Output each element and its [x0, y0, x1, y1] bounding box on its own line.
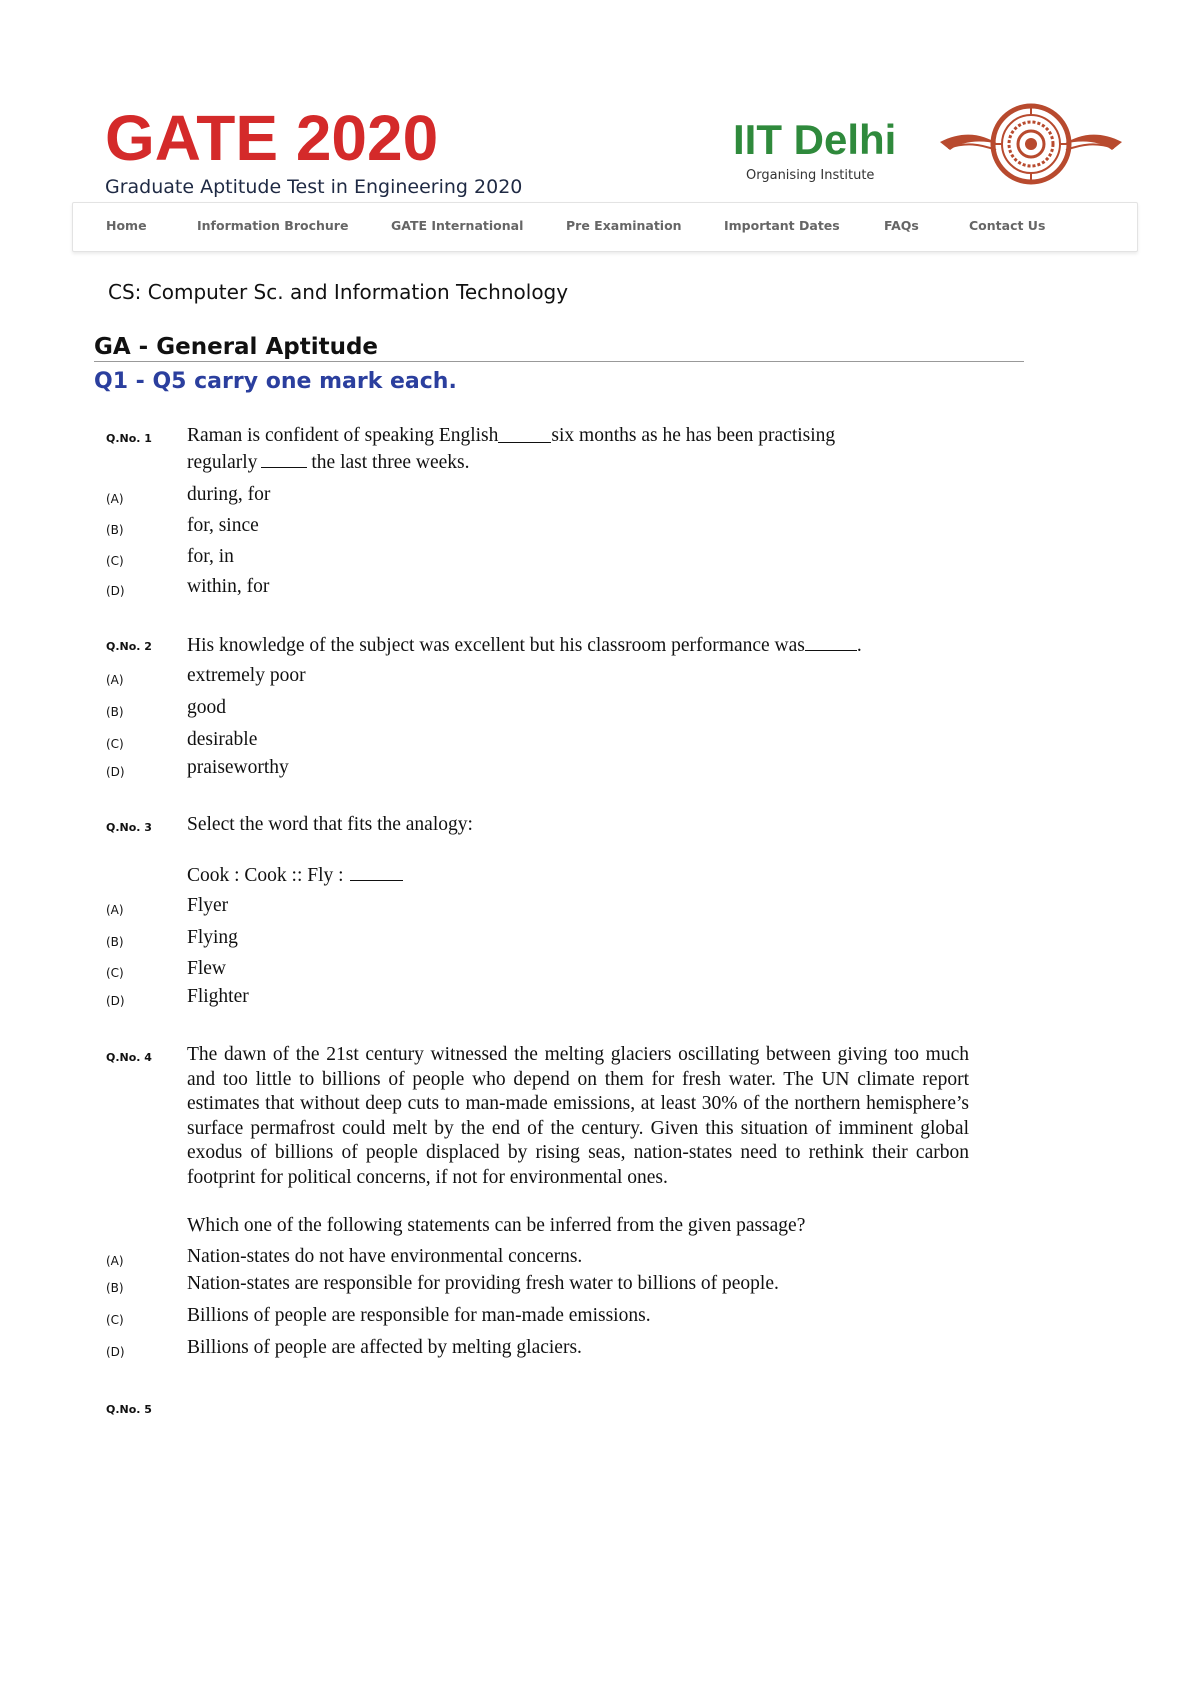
site-subtitle: Graduate Aptitude Test in Engineering 2020 [105, 176, 523, 198]
option-label: (C) [106, 737, 124, 751]
option-label: (B) [106, 523, 124, 537]
question-text: six months as he has been practising [551, 425, 836, 446]
analogy-text: Cook : Cook :: Fly : [187, 865, 344, 886]
question-text: His knowledge of the subject was excellent but his classroom performance was [187, 635, 805, 656]
site-title[interactable]: GATE 2020 [105, 102, 439, 174]
section-title: GA - General Aptitude [94, 334, 379, 360]
paper-subject: CS: Computer Sc. and Information Technology [108, 280, 569, 304]
option-label: (A) [106, 903, 124, 917]
answer-blank [350, 862, 403, 881]
option-label: (D) [106, 765, 125, 779]
option-text: for, since [187, 515, 259, 536]
site-header [0, 0, 1200, 205]
option-label: (A) [106, 492, 124, 506]
question-passage: The dawn of the 21st century witnessed the melting glaciers oscillating between giving too much and too little to billions of people who depend on them for fresh water. The UN climate report estimates that without deep cuts to man-made emissions, at least 30% of the northern hemisphere’s surface permafrost could melt by the end of the century. Given this situation of imminent global exodus of billions of people displaced by rising seas, nation-states need to rethink their carbon footprint for political concerns, if not for environmental ones. [187, 1044, 969, 1188]
analogy-line [187, 862, 403, 889]
question-text-line [187, 632, 862, 659]
option-text: for, in [187, 546, 234, 567]
option-label: (D) [106, 584, 125, 598]
option-text: Flighter [187, 986, 249, 1007]
question-text-line [187, 424, 969, 449]
option-label: (C) [106, 1313, 124, 1327]
question-text: Raman is confident of speaking English [187, 425, 499, 446]
iit-delhi-emblem-icon[interactable] [938, 100, 1124, 190]
marks-note: Q1 - Q5 carry one mark each. [94, 369, 457, 394]
option-text: Flying [187, 927, 238, 948]
nav-home-link[interactable]: Home [106, 218, 147, 233]
option-text: Flyer [187, 895, 229, 916]
question-number: Q.No. 3 [106, 821, 152, 834]
nav-faqs-link[interactable]: FAQs [884, 218, 919, 233]
option-text: Nation-states do not have environmental concerns. [187, 1246, 583, 1267]
option-text: Flew [187, 958, 226, 979]
option-text: praiseworthy [187, 757, 289, 778]
nav-gate-international-link[interactable]: GATE International [391, 218, 524, 233]
option-label: (D) [106, 1345, 125, 1359]
question-number: Q.No. 4 [106, 1051, 152, 1064]
option-label: (C) [106, 554, 124, 568]
question-number: Q.No. 5 [106, 1403, 152, 1416]
option-text: desirable [187, 729, 258, 750]
answer-blank [805, 632, 857, 651]
question-text: Select the word that fits the analogy: [187, 814, 473, 835]
organiser-label: Organising Institute [746, 168, 875, 183]
question-text-end: . [856, 635, 862, 656]
option-text: good [187, 697, 226, 718]
question-text: the last three weeks. [311, 452, 470, 473]
option-label: (B) [106, 935, 124, 949]
section-divider [94, 361, 1024, 362]
option-text: within, for [187, 576, 270, 597]
option-label: (D) [106, 994, 125, 1008]
option-text: Billions of people are responsible for man-made emissions. [187, 1305, 651, 1326]
question-text-line [187, 449, 470, 476]
option-text: Nation-states are responsible for providing fresh water to billions of people. [187, 1273, 779, 1294]
answer-blank [261, 449, 307, 468]
nav-pre-examination-link[interactable]: Pre Examination [566, 218, 682, 233]
organiser-name[interactable]: IIT Delhi [733, 116, 897, 163]
question-text: regularly [187, 452, 258, 473]
question-prompt: Which one of the following statements can be inferred from the given passage? [187, 1215, 806, 1236]
option-text: extremely poor [187, 665, 306, 686]
option-text: during, for [187, 484, 271, 505]
option-label: (A) [106, 673, 124, 687]
nav-important-dates-link[interactable]: Important Dates [724, 218, 840, 233]
main-navbar [72, 202, 1138, 252]
question-number: Q.No. 1 [106, 432, 152, 445]
answer-blank [498, 424, 551, 443]
option-label: (B) [106, 705, 124, 719]
option-label: (B) [106, 1281, 124, 1295]
option-label: (A) [106, 1254, 124, 1268]
question-number: Q.No. 2 [106, 640, 152, 653]
option-label: (C) [106, 966, 124, 980]
nav-information-brochure-link[interactable]: Information Brochure [197, 218, 349, 233]
option-text: Billions of people are affected by melting glaciers. [187, 1337, 582, 1358]
nav-contact-us-link[interactable]: Contact Us [969, 218, 1046, 233]
